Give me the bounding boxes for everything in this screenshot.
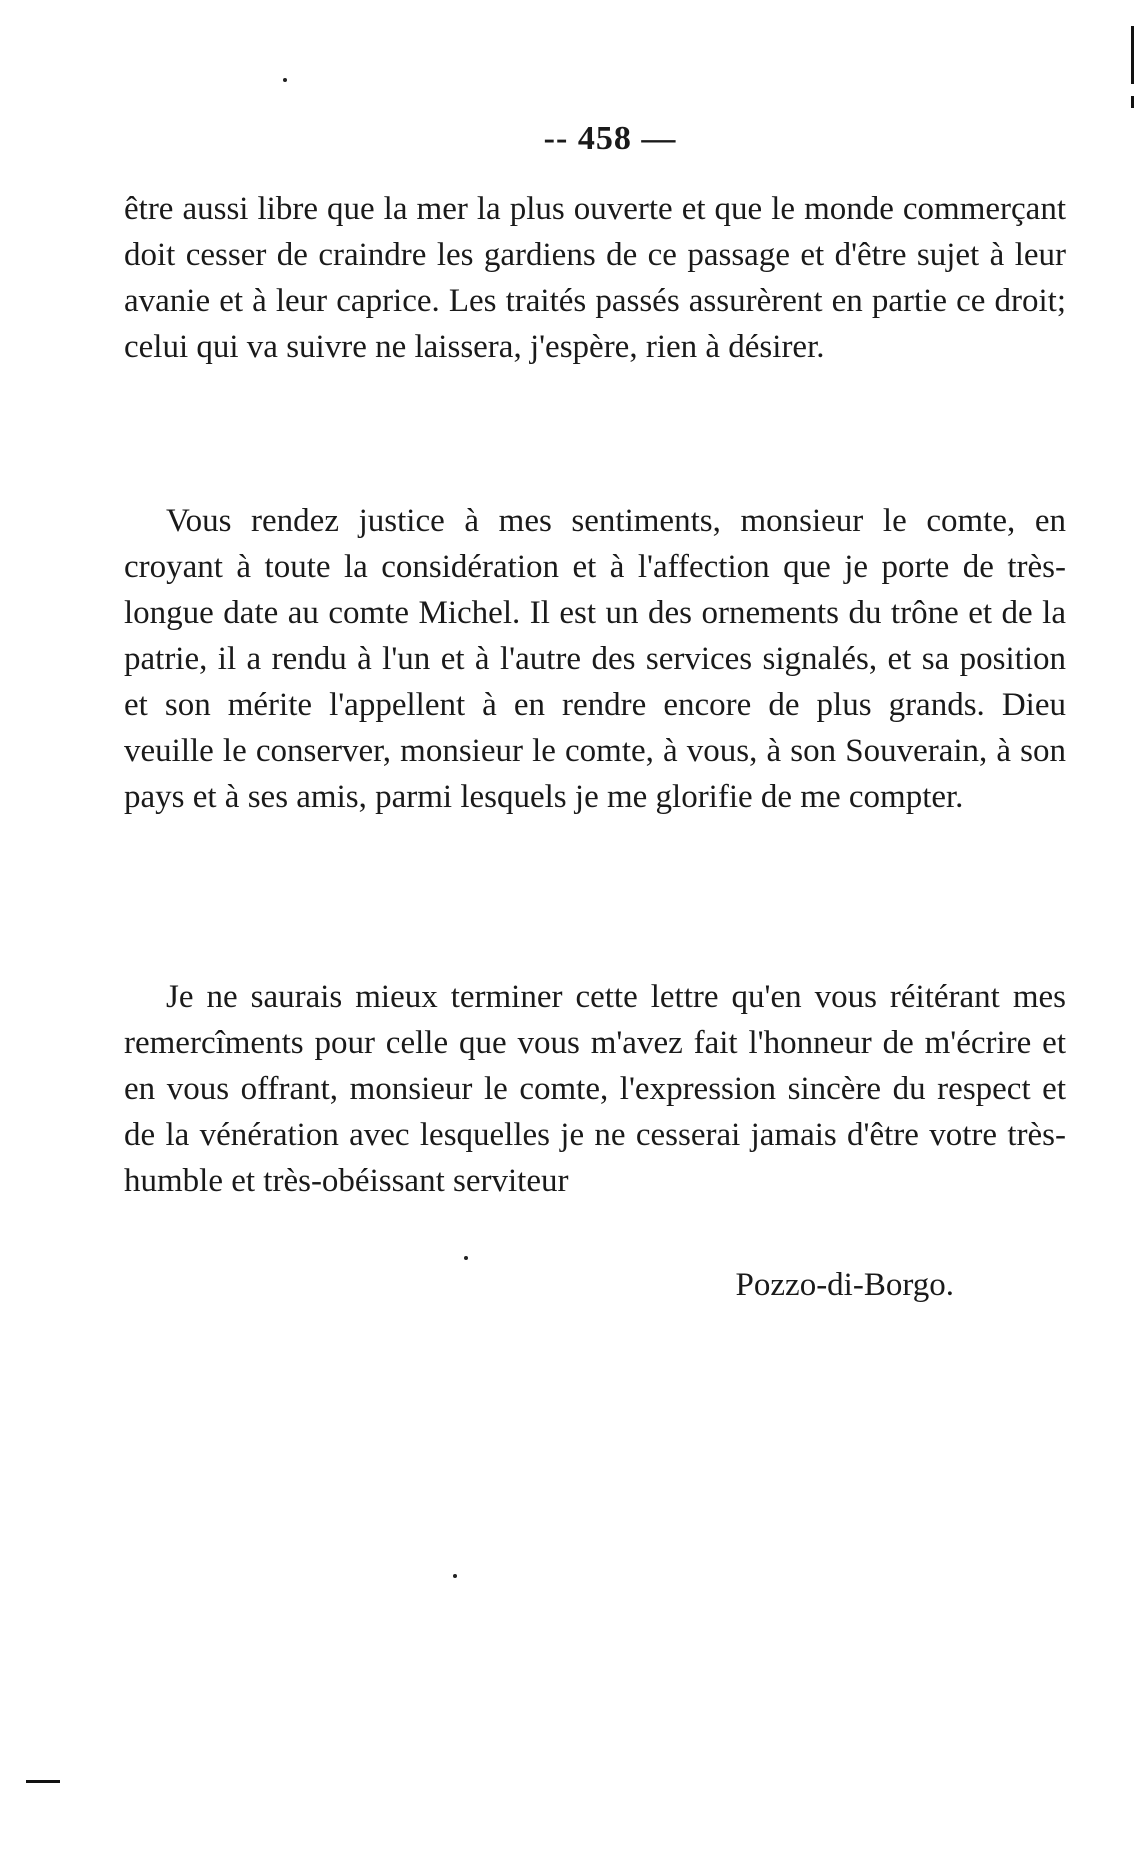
paragraph-1: être aussi libre que la mer la plus ouverte et que le monde commerçant doit cesser de craindre les gardiens de ce passage et d'être sujet à leur avanie et à leur caprice. Les traités passés assurèrent en partie ce droit; celui qui va suivre ne laissera, j'espère, rien à désirer. — [124, 191, 1066, 365]
page-number: -- 458 — — [543, 120, 677, 157]
scan-edge-mark-right-small — [1131, 96, 1134, 108]
scan-speck — [453, 1574, 457, 1578]
scan-speck — [283, 78, 287, 82]
scan-edge-mark-left — [26, 1780, 60, 1783]
scan-edge-mark-right — [1131, 26, 1134, 84]
signature: Pozzo-di-Borgo. — [735, 1267, 954, 1303]
paragraph-3: Je ne saurais mieux terminer cette lettre qu'en vous réitérant mes remercîments pour celle que vous m'avez fait l'honneur de m'écrire et en vous offrant, monsieur le comte, l'expression sincère du respect et de la vénération avec lesquelles je ne cesserai jamais d'être votre très-humble et très-obéissant serviteur — [124, 979, 1066, 1199]
paragraph-2: Vous rendez justice à mes sentiments, monsieur le comte, en croyant à toute la considération et à l'affection que je porte de très-longue date au comte Michel. Il est un des ornements du trône et de la patrie, il a rendu à l'un et à l'autre des services signalés, et sa position et son mérite l'appellent à en rendre encore de plus grands. Dieu veuille le conserver, monsieur le comte, à vous, à son Souverain, à son pays et à ses amis, parmi lesquels je me glorifie de me compter. — [124, 503, 1066, 815]
scan-speck — [464, 1256, 468, 1260]
